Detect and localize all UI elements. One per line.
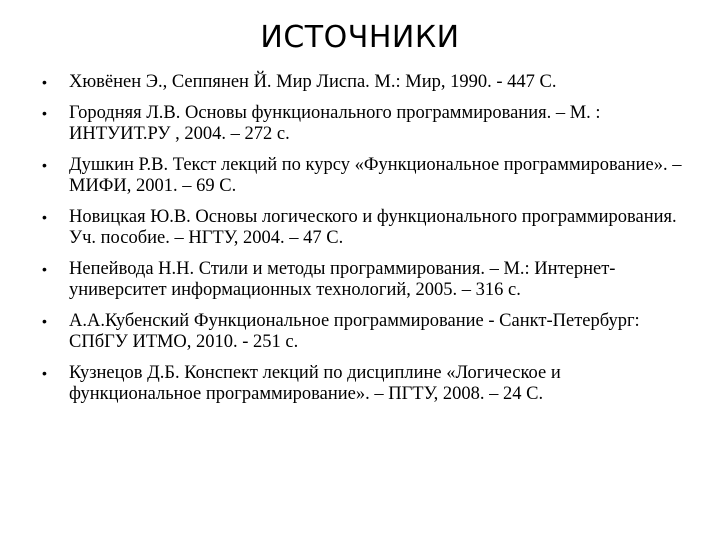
bullet-icon: • bbox=[42, 260, 47, 277]
reference-text: Хювёнен Э., Сеппянен Й. Мир Лиспа. М.: Мир, 1990. - 447 С. bbox=[69, 72, 557, 92]
reference-text: Непейвода Н.Н. Стили и методы программирования. – М.: Интернет-университет информационных технологий, 2005. – 316 с. bbox=[69, 258, 616, 300]
references-list bbox=[40, 72, 690, 415]
bullet-icon: • bbox=[42, 104, 47, 121]
reference-text: А.А.Кубенский Функциональное программирование - Санкт-Петербург: СПбГУ ИТМО, 2010. - 251 с. bbox=[69, 310, 640, 352]
bullet-icon: • bbox=[42, 74, 47, 90]
bullet-icon: • bbox=[42, 156, 47, 173]
reference-item bbox=[40, 259, 690, 302]
bullet-icon: • bbox=[42, 312, 47, 329]
reference-item bbox=[40, 155, 690, 198]
slide-title: ИСТОЧНИКИ bbox=[260, 20, 460, 55]
reference-text: Новицкая Ю.В. Основы логического и функционального программирования. Уч. пособие. – НГТУ, 2004. – 47 С. bbox=[69, 206, 677, 248]
reference-item bbox=[40, 103, 690, 146]
bullet-icon: • bbox=[42, 208, 47, 225]
reference-item bbox=[40, 207, 690, 250]
bullet-icon: • bbox=[42, 364, 47, 381]
reference-text: Кузнецов Д.Б. Конспект лекций по дисциплине «Логическое и функциональное программирование». – ПГТУ, 2008. – 24 С. bbox=[69, 362, 561, 404]
reference-item bbox=[40, 72, 690, 94]
reference-text: Городняя Л.В. Основы функционального программирования. – М. : ИНТУИТ.РУ , 2004. – 272 с. bbox=[69, 102, 601, 144]
reference-item bbox=[40, 311, 690, 354]
reference-text: Душкин Р.В. Текст лекций по курсу «Функциональное программирование». – МИФИ, 2001. – 69 С. bbox=[69, 154, 682, 196]
reference-item bbox=[40, 363, 690, 406]
